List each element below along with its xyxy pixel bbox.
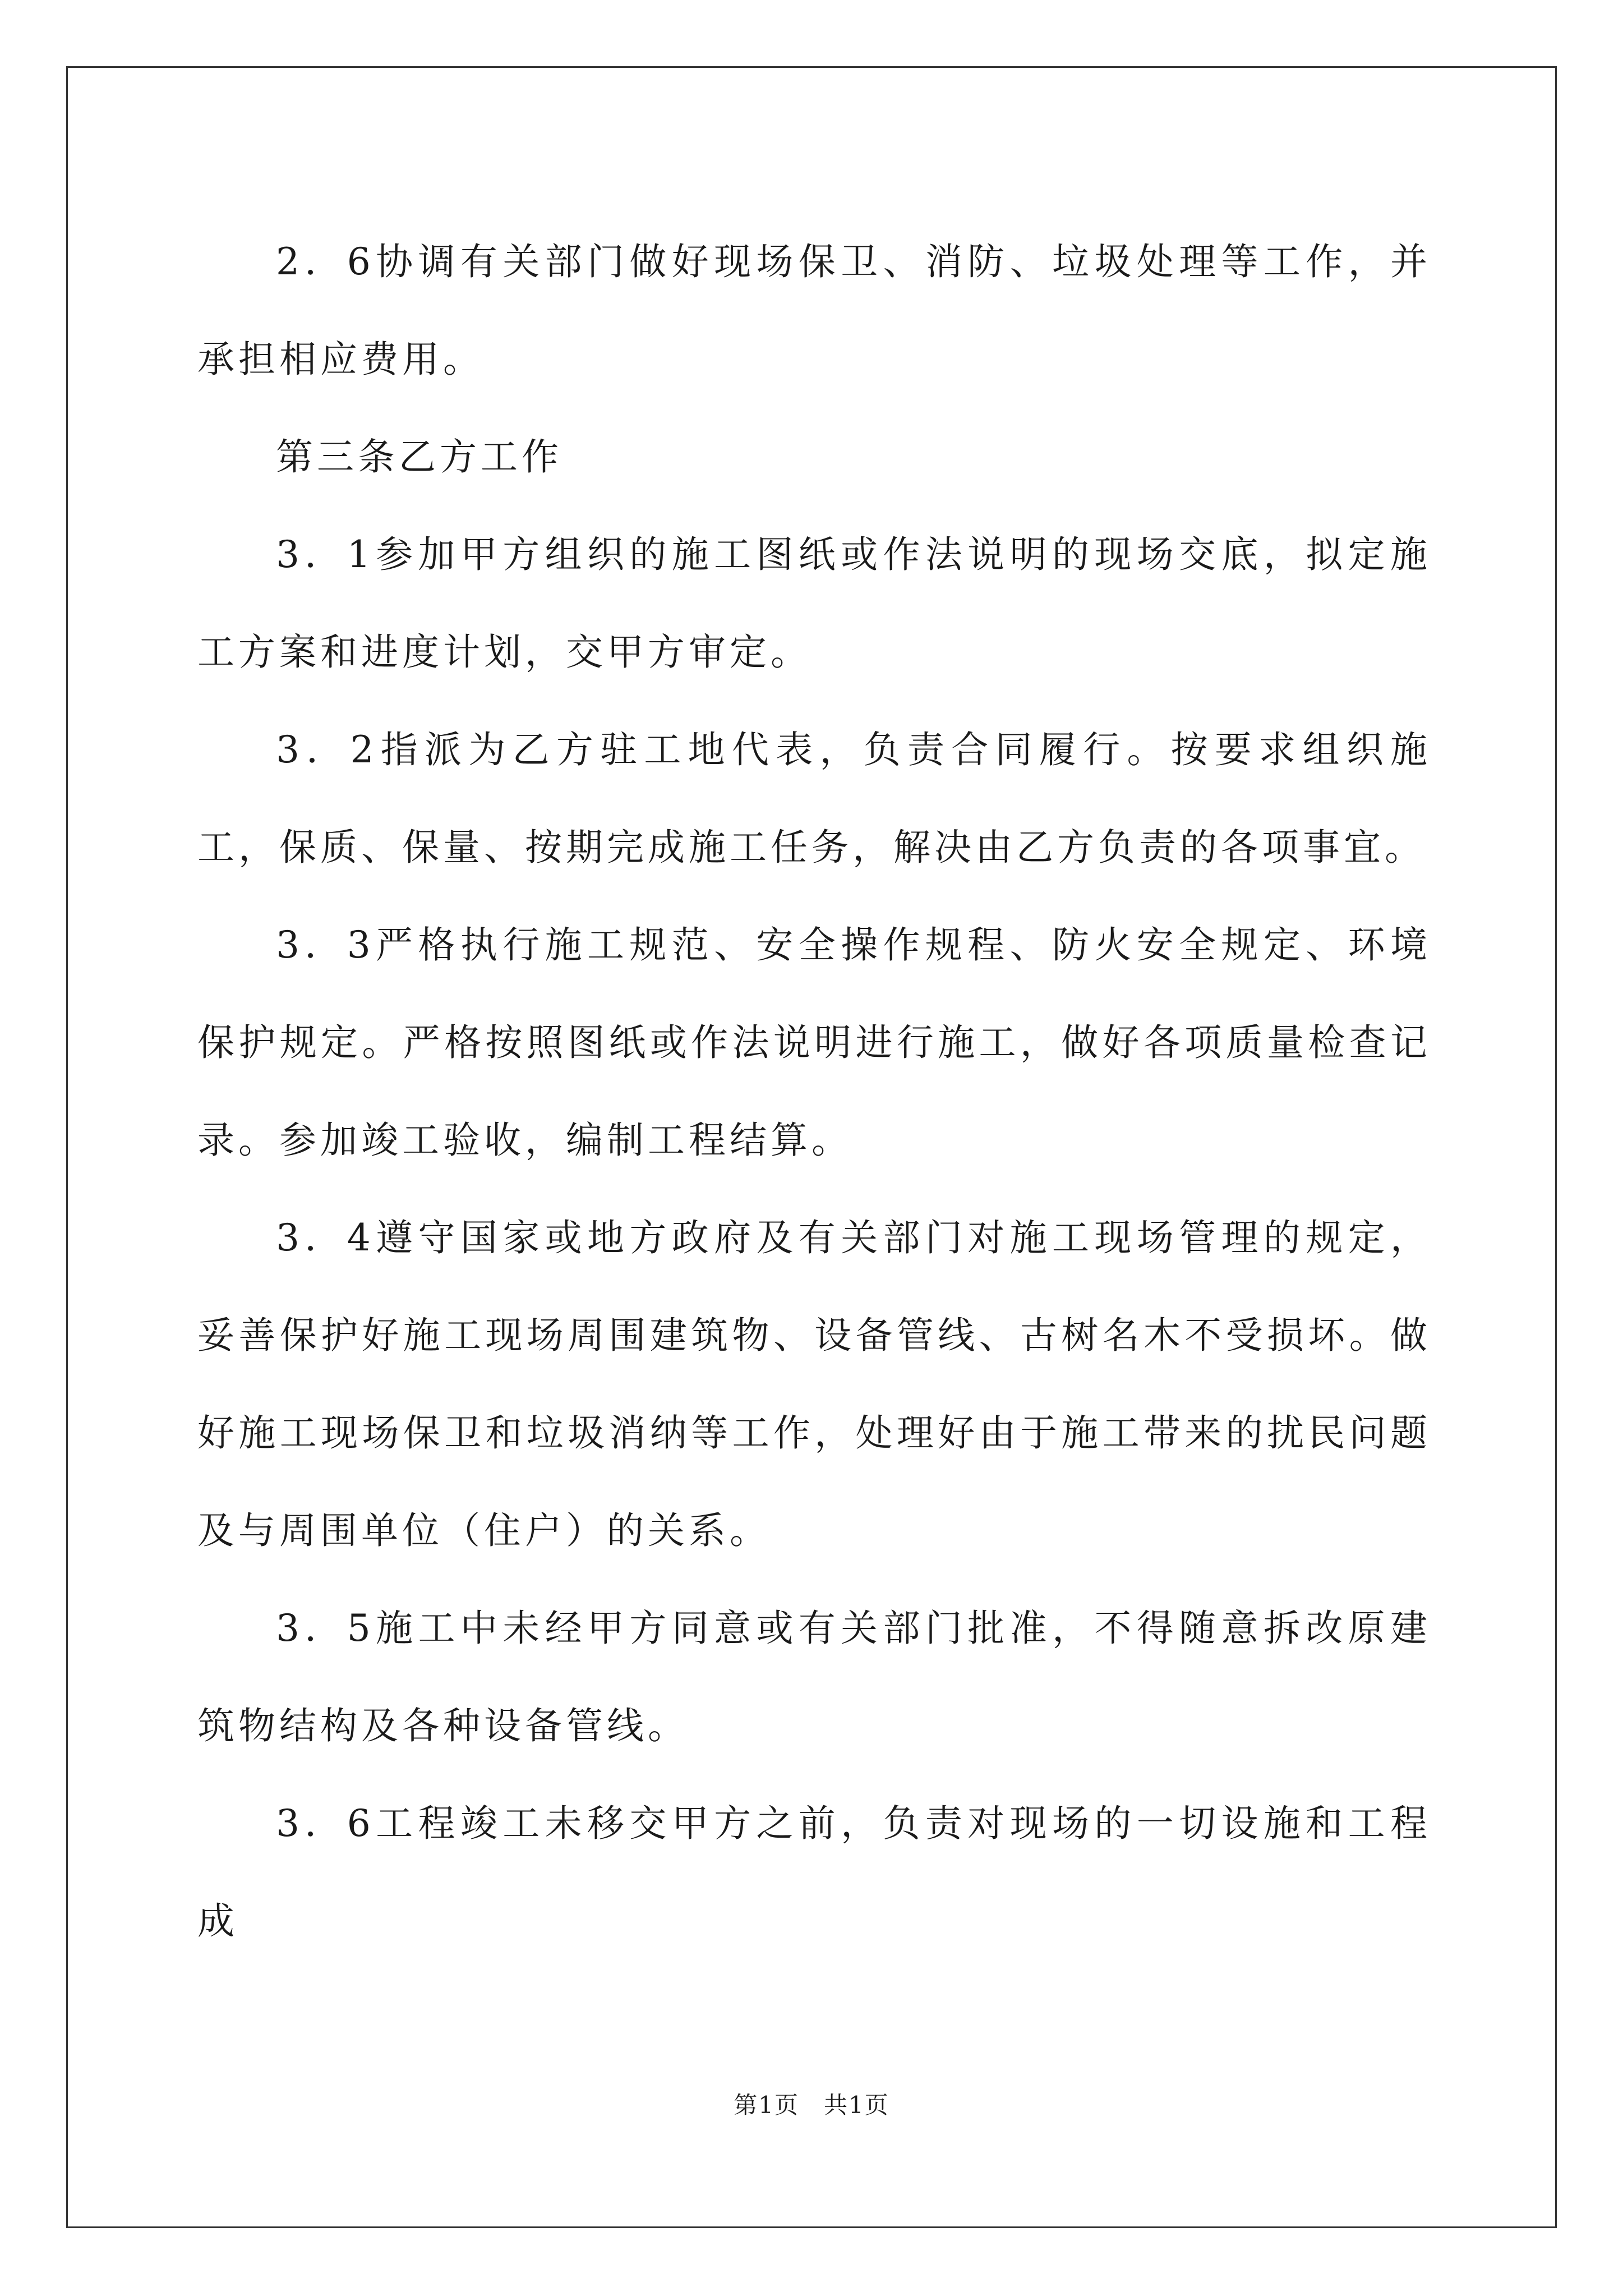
paragraph-3-2: 3．2指派为乙方驻工地代表，负责合同履行。按要求组织施工，保质、保量、按期完成施工任务，解决由乙方负责的各项事宜。 bbox=[197, 728, 1431, 869]
paragraph-2-6: 2．6协调有关部门做好现场保卫、消防、垃圾处理等工作，并承担相应费用。 bbox=[197, 240, 1431, 381]
section-heading-article-3: 第三条乙方工作 bbox=[276, 435, 562, 478]
page-footer: 第1页 共1页 bbox=[734, 2091, 889, 2119]
paragraph-3-6: 3．6工程竣工未移交甲方之前，负责对现场的一切设施和工程成 bbox=[197, 1802, 1431, 1943]
document-body bbox=[197, 213, 1431, 1970]
paragraph-3-1: 3．1参加甲方组织的施工图纸或作法说明的现场交底，拟定施工方案和进度计划，交甲方审定。 bbox=[197, 533, 1431, 674]
paragraph-3-5: 3．5施工中未经甲方同意或有关部门批准，不得随意拆改原建筑物结构及各种设备管线。 bbox=[197, 1607, 1431, 1747]
paragraph-3-4: 3．4遵守国家或地方政府及有关部门对施工现场管理的规定，妥善保护好施工现场周围建筑物、设备管线、古树名木不受损坏。做好施工现场保卫和垃圾消纳等工作，处理好由于施工带来的扰民问题及与周围单位（住户）的关系。 bbox=[197, 1216, 1431, 1552]
paragraph-3-3: 3．3严格执行施工规范、安全操作规程、防火安全规定、环境保护规定。严格按照图纸或作法说明进行施工，做好各项质量检查记录。参加竣工验收，编制工程结算。 bbox=[197, 923, 1431, 1162]
